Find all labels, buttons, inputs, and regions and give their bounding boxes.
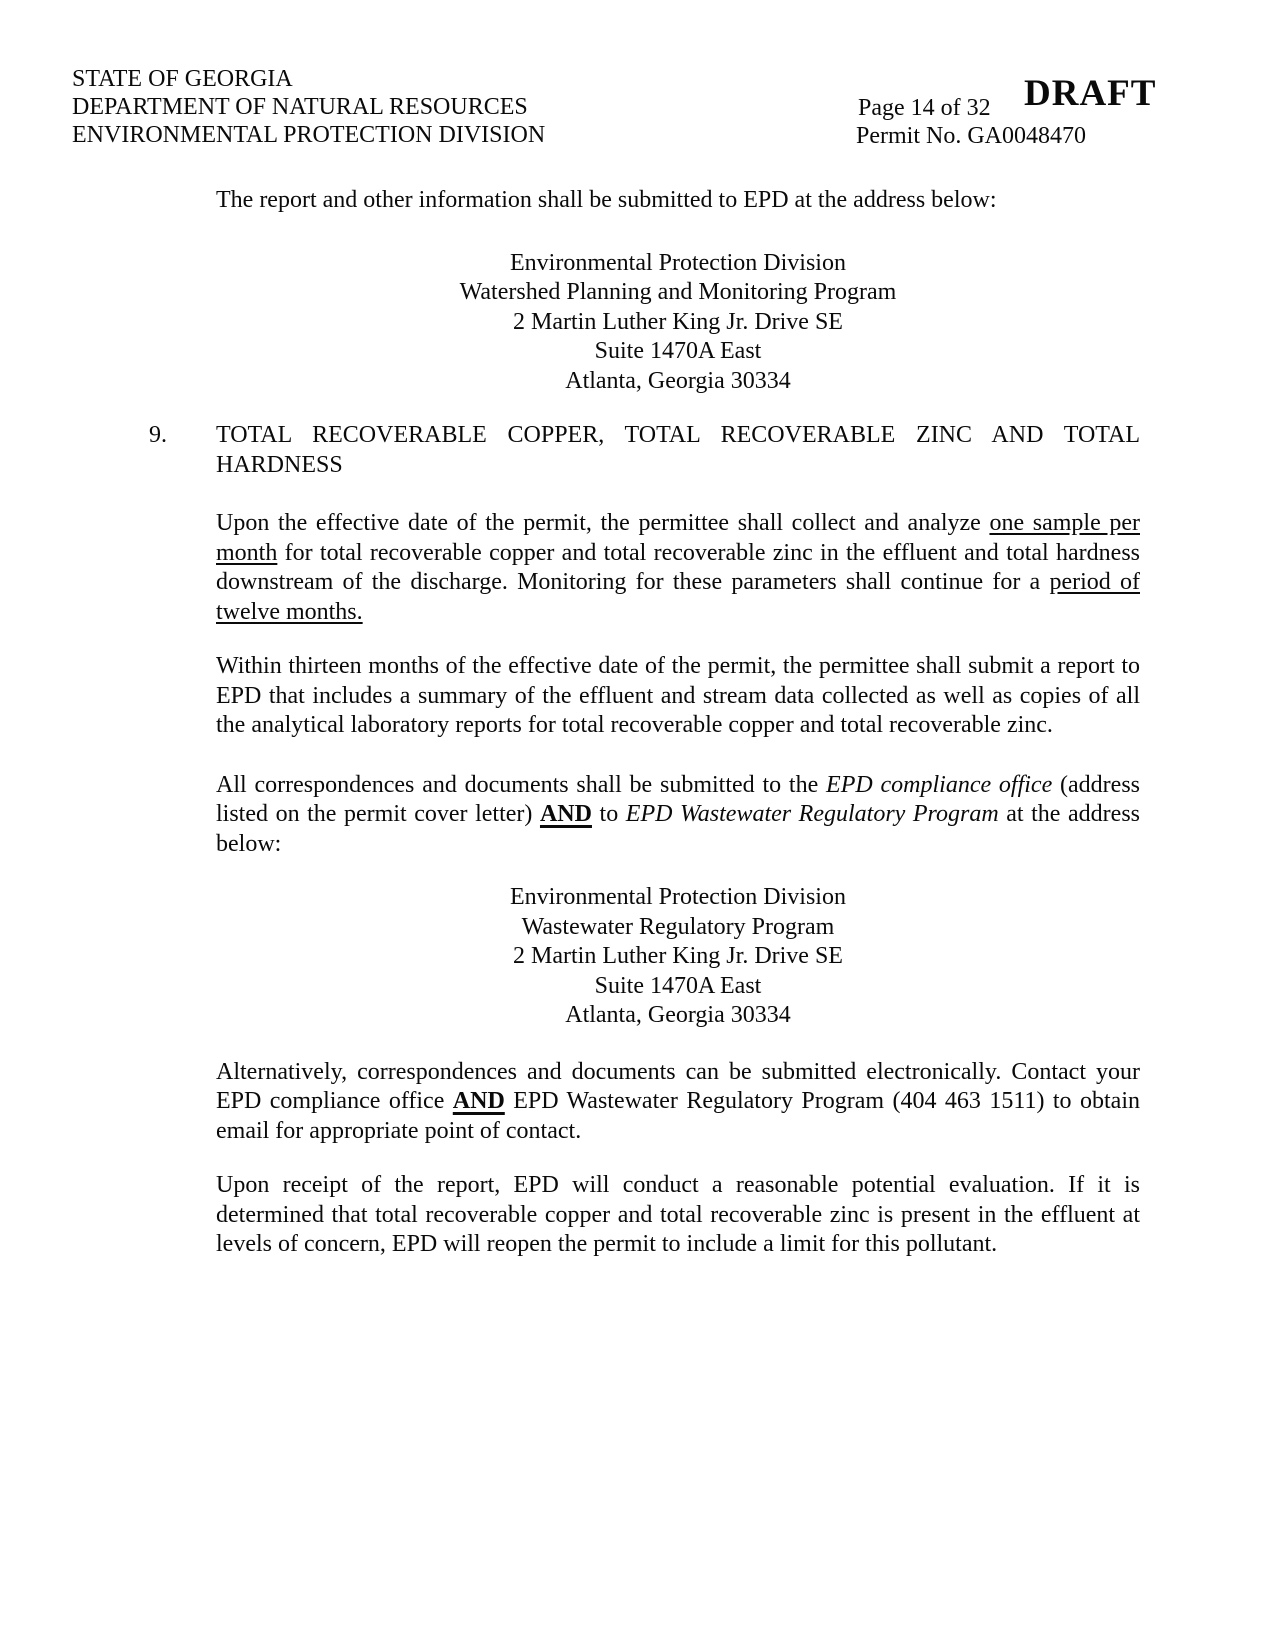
submission-paragraph [216, 771, 1140, 860]
org-line-state: STATE OF GEORGIA [72, 66, 293, 92]
address-line: Watershed Planning and Monitoring Program [459, 279, 897, 305]
address-line: 2 Martin Luther King Jr. Drive SE [513, 943, 843, 969]
paragraph-text: (address listed on the permit cover letter) [216, 771, 1141, 827]
address-line: Environmental Protection Division [510, 884, 846, 910]
address-line: Atlanta, Georgia 30334 [565, 367, 791, 394]
paragraph-text: to [591, 801, 626, 827]
address-block-watershed [216, 249, 1140, 397]
underlined-phrase: one sample per month [216, 510, 1140, 566]
evaluation-paragraph: Upon receipt of the report, EPD will conduct a reasonable potential evaluation. If it is determined that total recoverable copper and total recoverable zinc is present in the effluent at levels of concern, EPD will reopen the permit to include a limit for this pollutant. [216, 1172, 1140, 1257]
org-line-division: ENVIRONMENTAL PROTECTION DIVISION [72, 122, 546, 148]
italic-phrase: EPD compliance office [826, 771, 1053, 798]
monitoring-paragraph [216, 509, 1140, 627]
italic-phrase: EPD Wastewater Regulatory Program [625, 801, 999, 827]
draft-watermark: DRAFT [1024, 73, 1157, 114]
header-org-block [72, 65, 545, 149]
paragraph-text: EPD Wastewater Regulatory Program (404 463 1511) to obtain email for appropriate point of contact. [216, 1088, 1140, 1144]
paragraph-text: Alternatively, correspondences and documents can be submitted electronically. Contact your EPD compliance office [216, 1058, 1140, 1114]
page-number: Page 14 of 32 [858, 95, 991, 121]
paragraph-text: for total recoverable copper and total recoverable zinc in the effluent and total hardness downstream of the discharge. Monitoring for these parameters shall continue for a [216, 539, 1140, 595]
address-line: Atlanta, Georgia 30334 [565, 1002, 791, 1028]
intro-paragraph: The report and other information shall be submitted to EPD at the address below: [216, 187, 997, 213]
document-body [149, 186, 1141, 1260]
paragraph-text: at the address below: [216, 801, 1141, 857]
underlined-phrase: period of twelve months. [216, 569, 1140, 625]
address-line: Wastewater Regulatory Program [521, 913, 835, 940]
section-title: TOTAL RECOVERABLE COPPER, TOTAL RECOVERABLE ZINC AND TOTAL HARDNESS [216, 422, 1140, 478]
address-line: Suite 1470A East [594, 338, 762, 364]
address-block-wastewater [216, 883, 1140, 1031]
section-number: 9. [149, 422, 167, 448]
bold-and-label: AND [539, 801, 592, 827]
address-line: Environmental Protection Division [510, 249, 846, 276]
electronic-paragraph [216, 1058, 1140, 1147]
bold-and-label: AND [452, 1088, 505, 1114]
paragraph-text: All correspondences and documents shall be submitted to the [216, 771, 827, 798]
org-line-department: DEPARTMENT OF NATURAL RESOURCES [72, 94, 528, 120]
address-line: Suite 1470A East [594, 972, 762, 999]
report-paragraph: Within thirteen months of the effective date of the permit, the permittee shall submit a report to EPD that includes a summary of the effluent and stream data collected as well as copies of all the analytical laboratory reports for total recoverable copper and total recoverable zinc. [216, 653, 1140, 738]
address-line: 2 Martin Luther King Jr. Drive SE [513, 308, 843, 335]
permit-number: Permit No. GA0048470 [856, 123, 1086, 149]
paragraph-text: Upon the effective date of the permit, the permittee shall collect and analyze [216, 510, 990, 536]
section-9-heading-row [149, 421, 1140, 480]
